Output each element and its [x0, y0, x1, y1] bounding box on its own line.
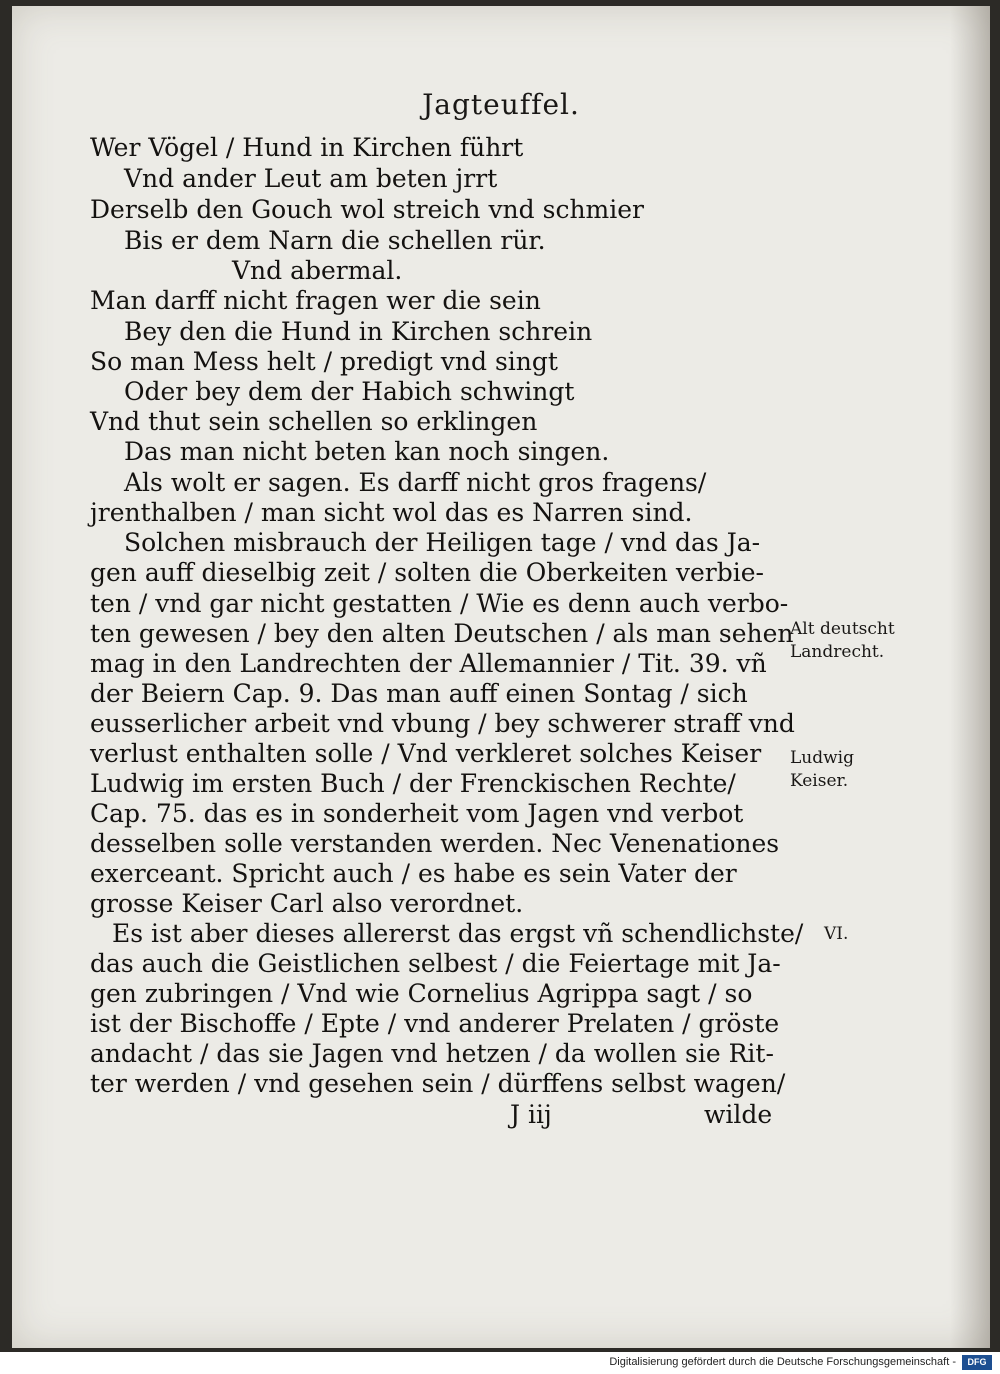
text-line: grosse Keiser Carl also verordnet.: [90, 889, 524, 918]
text-line: ten / vnd gar nicht gestatten / Wie es denn auch verbo-: [90, 589, 789, 618]
text-line: gen zubringen / Vnd wie Cornelius Agrippa sagt / so: [90, 979, 753, 1008]
text-line: Vnd thut sein schellen so erklingen: [90, 407, 538, 436]
signature-mark: J iij: [510, 1100, 552, 1129]
text-line: Als wolt er sagen. Es darff nicht gros fragens/: [124, 468, 707, 497]
text-line: Solchen misbrauch der Heiligen tage / vnd das Ja-: [124, 528, 761, 557]
text-line: Bey den die Hund in Kirchen schrein: [124, 317, 593, 346]
funding-credit: Digitalisierung gefördert durch die Deutsche Forschungsgemeinschaft -: [609, 1356, 956, 1368]
text-line: andacht / das sie Jagen vnd hetzen / da wollen sie Rit-: [90, 1039, 774, 1068]
text-line: Bis er dem Narn die schellen rür.: [124, 226, 546, 255]
text-line: So man Mess helt / predigt vnd singt: [90, 347, 558, 376]
text-line: das auch die Geistlichen selbest / die Feiertage mit Ja-: [90, 949, 781, 978]
text-line: ist der Bischoffe / Epte / vnd anderer Prelaten / gröste: [90, 1009, 780, 1038]
text-line: Wer Vögel / Hund in Kirchen führt: [90, 133, 524, 162]
running-header: Jagteuffel.: [422, 88, 580, 121]
page-edge-shadow: [950, 6, 990, 1348]
text-line: Derselb den Gouch wol streich vnd schmier: [90, 195, 644, 224]
text-line: mag in den Landrechten der Allemannier / Tit. 39. vñ: [90, 649, 767, 678]
text-line: gen auff dieselbig zeit / solten die Oberkeiten verbie-: [90, 558, 764, 587]
text-line: Ludwig im ersten Buch / der Frenckischen Rechte/: [90, 769, 736, 798]
text-line: exerceant. Spricht auch / es habe es sein Vater der: [90, 859, 737, 888]
text-line: der Beiern Cap. 9. Das man auff einen Sontag / sich: [90, 679, 748, 708]
text-line: Cap. 75. das es in sonderheit vom Jagen vnd verbot: [90, 799, 744, 828]
marginal-note: Keiser.: [790, 771, 849, 791]
dfg-logo-icon: DFG: [962, 1355, 992, 1370]
text-line: eusserlicher arbeit vnd vbung / bey schwerer straff vnd: [90, 709, 795, 738]
text-line: ten gewesen / bey den alten Deutschen / als man sehen: [90, 619, 794, 648]
text-line: verlust enthalten solle / Vnd verkleret solches Keiser: [90, 739, 762, 768]
marginal-note: Ludwig: [790, 748, 854, 768]
marginal-note: Alt deutscht: [790, 619, 895, 639]
text-line: desselben solle verstanden werden. Nec Venenationes: [90, 829, 780, 858]
text-line: Man darff nicht fragen wer die sein: [90, 286, 541, 315]
text-line: Vnd abermal.: [232, 256, 403, 285]
catchword: wilde: [704, 1100, 773, 1129]
marginal-note: VI.: [824, 924, 849, 944]
text-line: Vnd ander Leut am beten jrrt: [124, 164, 498, 193]
book-page: [12, 6, 990, 1348]
footer-bar: [0, 1352, 1000, 1374]
text-line: jrenthalben / man sicht wol das es Narren sind.: [90, 498, 693, 527]
text-line: Das man nicht beten kan noch singen.: [124, 437, 610, 466]
text-line: Oder bey dem der Habich schwingt: [124, 377, 575, 406]
marginal-note: Landrecht.: [790, 642, 885, 662]
text-line: ter werden / vnd gesehen sein / dürffens selbst wagen/: [90, 1069, 786, 1098]
text-line: Es ist aber dieses allererst das ergst vñ schendlichste/: [112, 919, 804, 948]
